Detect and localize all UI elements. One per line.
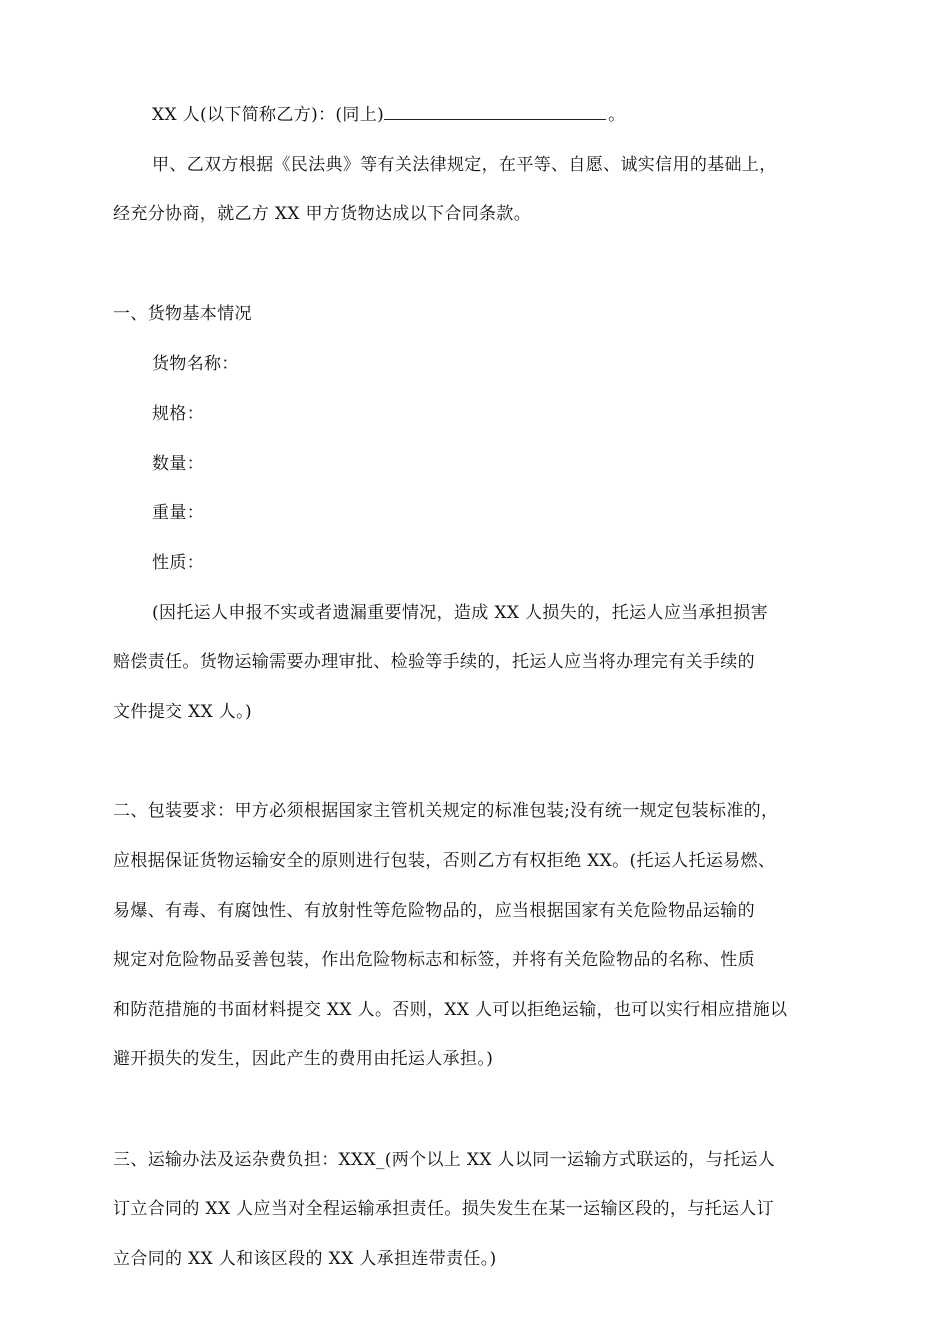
party-b-end: 。 — [608, 105, 626, 125]
field-label: 数量： — [152, 454, 205, 474]
note-line: (因托运人申报不实或者遗漏重要情况，造成 XX 人损失的，托运人应当承担损害 — [152, 603, 768, 623]
section-line: 易爆、有毒、有腐蚀性、有放射性等危险物品的，应当根据国家有关危险物品运输的 — [113, 901, 755, 921]
section-line: 订立合同的 XX 人应当对全程运输承担责任。损失发生在某一运输区段的，与托运人订 — [113, 1199, 775, 1219]
note-line: 文件提交 XX 人。) — [113, 702, 252, 722]
intro-line: 甲、乙双方根据《民法典》等有关法律规定，在平等、自愿、诚实信用的基础上， — [152, 155, 777, 175]
section-line: 三、运输办法及运杂费负担：XXX_(两个以上 XX 人以同一运输方式联运的，与托运人 — [113, 1150, 776, 1170]
field-label: 货物名称： — [152, 354, 239, 374]
section-line: 避开损失的发生，因此产生的费用由托运人承担。) — [113, 1049, 494, 1069]
party-b-line — [152, 103, 625, 127]
note-line: 赔偿责任。货物运输需要办理审批、检验等手续的，托运人应当将办理完有关手续的 — [113, 652, 755, 672]
party-b-blank — [384, 104, 606, 120]
intro-line: 经充分协商，就乙方 XX 甲方货物达成以下合同条款。 — [113, 204, 532, 224]
section-heading: 一、货物基本情况 — [113, 304, 252, 324]
section-line: 二、包装要求：甲方必须根据国家主管机关规定的标准包装;没有统一规定包装标准的， — [113, 801, 779, 821]
field-label: 性质： — [152, 553, 205, 573]
field-label: 规格： — [152, 404, 205, 424]
section-line: 和防范措施的书面材料提交 XX 人。否则，XX 人可以拒绝运输，也可以实行相应措施以 — [113, 1000, 788, 1020]
field-label: 重量： — [152, 503, 205, 523]
section-line: 规定对危险物品妥善包装，作出危险物标志和标签，并将有关危险物品的名称、性质 — [113, 950, 755, 970]
section-line: 立合同的 XX 人和该区段的 XX 人承担连带责任。) — [113, 1249, 497, 1269]
section-line: 应根据保证货物运输安全的原则进行包装，否则乙方有权拒绝 XX。(托运人托运易燃、 — [113, 851, 776, 871]
party-b-label: XX 人(以下简称乙方)：(同上) — [152, 105, 385, 125]
